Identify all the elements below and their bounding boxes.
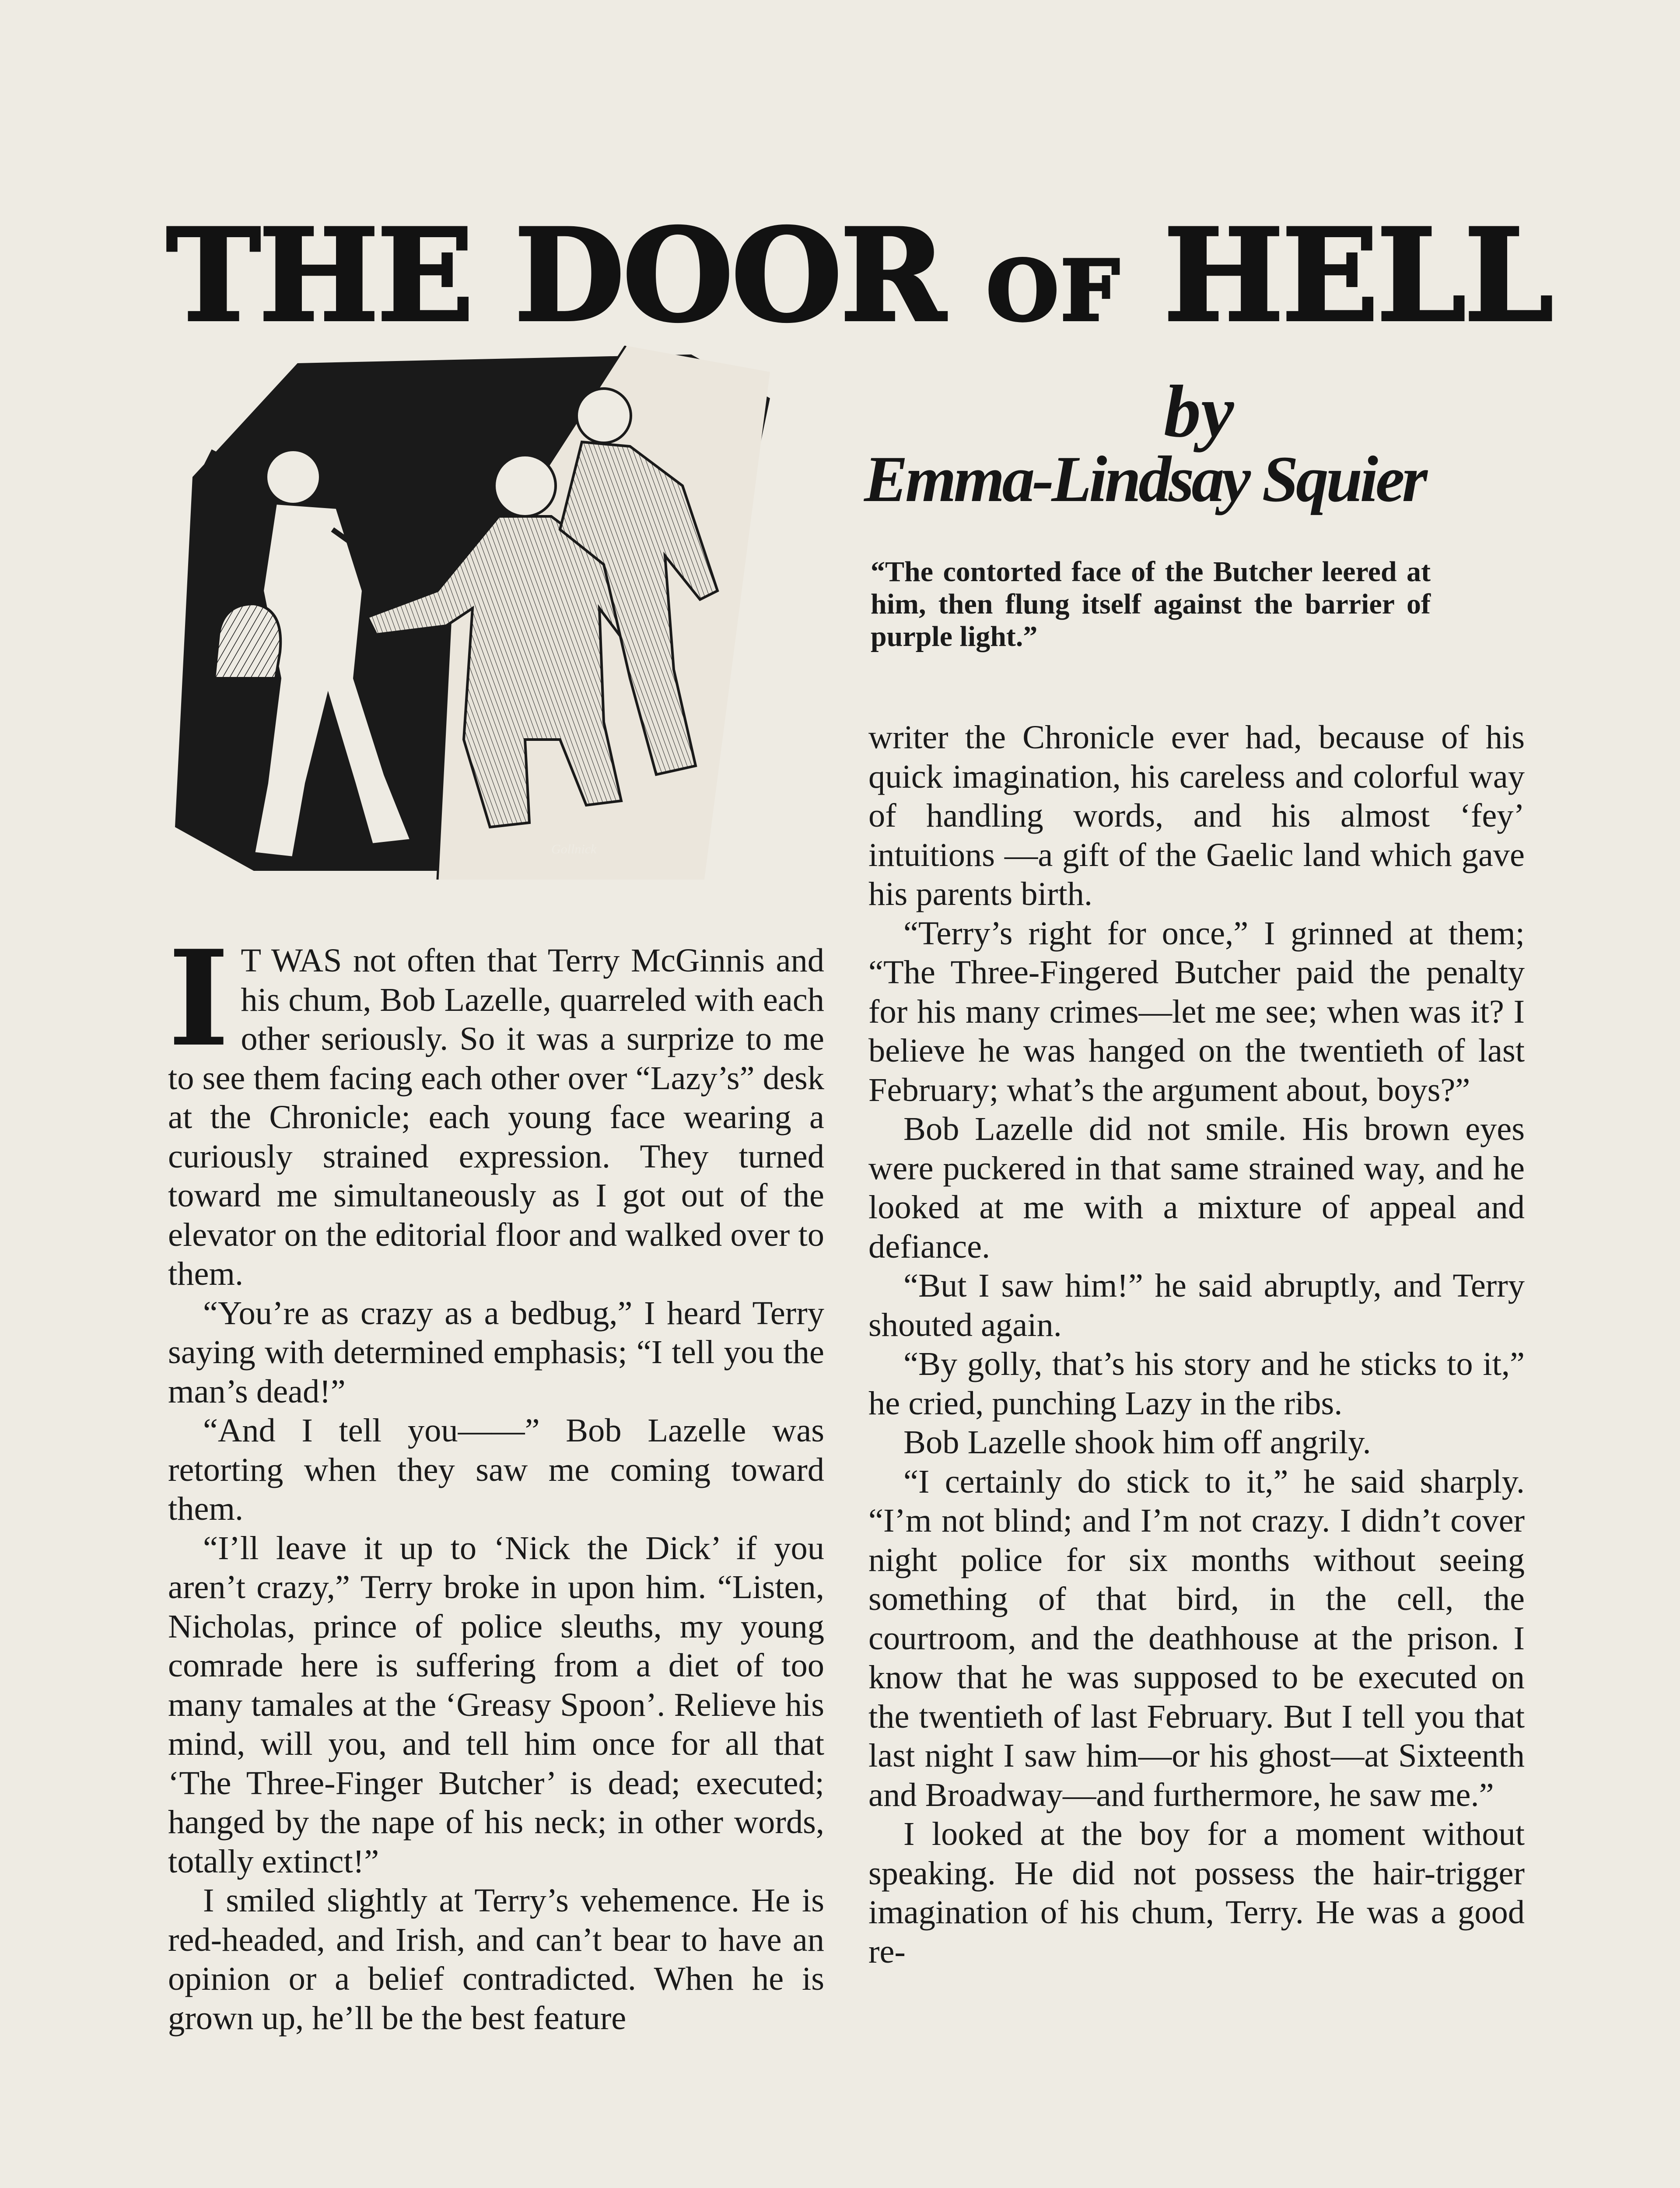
story-title: [166, 201, 1552, 350]
left-column: [168, 921, 824, 2037]
drop-cap: I: [168, 921, 230, 1076]
author-name: Emma-Lindsay Squier: [864, 443, 1425, 515]
illustration-caption: “The contorted face of the Butcher leered at him, then flung itself against the barrier of purple light.”: [871, 556, 1431, 652]
paragraph: writer the Chronicle ever had, because of his quick imagination, his careless and colorful way of handling words, and his almost ‘fey’ intuitions —a gift of the Gaelic land which gave his parents birth.: [868, 719, 1525, 912]
paragraph: T WAS not often that Terry McGinnis and his chum, Bob Lazelle, quarreled with each other seriously. So it was a surprize to me to see them facing each other over “Lazy’s” desk at the Chronicle; each young face wearing a curiously strained expression. They turned toward me simultaneously as I got out of the elevator on the editorial floor and walked over to them.: [168, 942, 824, 1292]
paragraph: “But I saw him!” he said abruptly, and Terry shouted again.: [868, 1267, 1525, 1343]
paragraph: “Terry’s right for once,” I grinned at them; “The Three-Fingered Butcher paid the penalty for his many crimes—let me see; when was it? I believe he was hanged on the twentieth of last February; what’s the argument about, boys?”: [868, 914, 1525, 1108]
story-illustration: [166, 346, 814, 880]
paragraph: “And I tell you——” Bob Lazelle was retorting when they saw me coming toward them.: [168, 1412, 824, 1527]
byline-by: by: [1164, 370, 1234, 452]
paragraph: “I’ll leave it up to ‘Nick the Dick’ if you aren’t crazy,” Terry broke in upon him. “Listen, Nicholas, prince of police sleuths, my young comrade here is suffering from a diet of too many tamales at the ‘Greasy Spoon’. Relieve his mind, will you, and tell him once for all that ‘The Three-Finger Butcher’ is dead; executed; hanged by the nape of his neck; in other words, totally extinct!”: [168, 1529, 824, 1880]
paragraph: “By golly, that’s his story and he sticks to it,” he cried, punching Lazy in the ribs.: [868, 1345, 1525, 1422]
paragraph: “I certainly do stick to it,” he said sharply. “I’m not blind; and I’m not crazy. I didn’t cover night police for six months without seeing something of that bird, in the cell, the courtroom, and the deathhouse at the prison. I know that he was supposed to be executed on the twentieth of last February. But I tell you that last night I saw him—or his ghost—at Sixteenth and Broadway—and furthermore, he saw me.”: [868, 1462, 1525, 1813]
paragraph: I smiled slightly at Terry’s vehemence. He is red-headed, and Irish, and can’t bear to have an opinion or a belief contradicted. When he is grown up, he’ll be the best feature: [168, 1882, 824, 2037]
paragraph: Bob Lazelle shook him off angrily.: [903, 1424, 1371, 1461]
right-column: [868, 718, 1525, 1971]
paragraph: I looked at the boy for a moment without speaking. He did not possess the hair-trigger imagination of his chum, Terry. He was a good re-: [868, 1815, 1525, 1970]
paragraph: Bob Lazelle did not smile. His brown eyes were puckered in that same strained way, and he looked at me with a mixture of appeal and defiance.: [868, 1110, 1525, 1265]
title-part-of: OF: [986, 242, 1121, 340]
title-part-3: HELL: [1121, 201, 1552, 350]
title-part-1: THE DOOR: [166, 201, 987, 350]
paragraph: “You’re as crazy as a bedbug,” I heard Terry saying with determined emphasis; “I tell you the man’s dead!”: [168, 1294, 824, 1410]
illustrator-signature: Gollnick: [551, 842, 597, 856]
